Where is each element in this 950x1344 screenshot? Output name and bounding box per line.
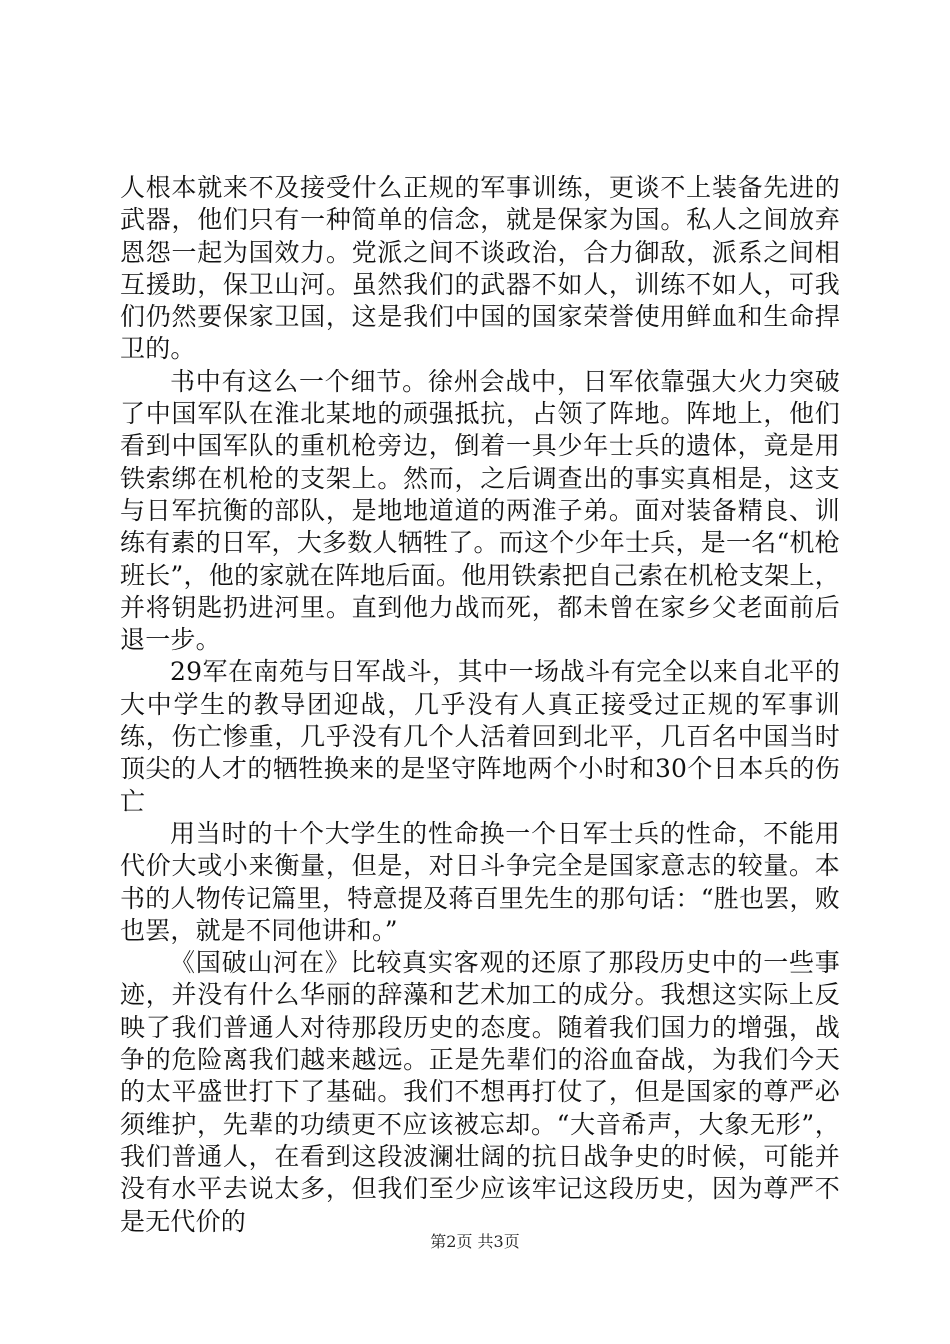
page-footer (0, 1232, 950, 1252)
paragraph-2: 书中有这么一个细节。徐州会战中，日军依靠强大火力突破了中国军队在淮北某地的顽强抵抗，占领了阵地。阵地上，他们看到中国军队的重机枪旁边，倒着一具少年士兵的遗体，竟是用铁索绑在机枪的支架上。然而，之后调查出的事实真相是，这支与日军抗衡的部队，是地地道道的两淮子弟。面对装备精良、训练有素的日军，大多数人牺牲了。而这个少年士兵，是一名“机枪班长”，他的家就在阵地后面。他用铁索把自己索在机枪支架上，并将钥匙扔进河里。直到他力战而死，都未曾在家乡父老面前后退一步。 (120, 366, 840, 655)
page-number-label: 第2页 共3页 (430, 1232, 520, 1251)
paragraph-1: 人根本就来不及接受什么正规的军事训练，更谈不上装备先进的武器，他们只有一种简单的信念，就是保家为国。私人之间放弃恩怨一起为国效力。党派之间不谈政治，合力御敌，派系之间相互援助，保卫山河。虽然我们的武器不如人，训练不如人，可我们仍然要保家卫国，这是我们中国的国家荣誉使用鲜血和生命捍卫的。 (120, 173, 840, 364)
paragraph-5: 《国破山河在》比较真实客观的还原了那段历史中的一些事迹，并没有什么华丽的辞藻和艺术加工的成分。我想这实际上反映了我们普通人对待那段历史的态度。随着我们国力的增强，战争的危险离我们越来越远。正是先辈们的浴血奋战，为我们今天的太平盛世打下了基础。我们不想再打仗了，但是国家的尊严必须维护，先辈的功绩更不应该被忘却。“大音希声，大象无形”，我们普通人，在看到这段波澜壮阔的抗日战争史的时候，可能并没有水平去说太多，但我们至少应该牢记这段历史，因为尊严不是无代价的 (120, 948, 840, 1236)
document-body (120, 172, 840, 1238)
paragraph-3: 29军在南苑与日军战斗，其中一场战斗有完全以来自北平的大中学生的教导团迎战，几乎没有人真正接受过正规的军事训练，伤亡惨重，几乎没有几个人活着回到北平，几百名中国当时顶尖的人才的牺牲换来的是坚守阵地两个小时和30个日本兵的伤亡 (120, 657, 840, 816)
paragraph-4: 用当时的十个大学生的性命换一个日军士兵的性命，不能用代价大或小来衡量，但是，对日斗争完全是国家意志的较量。本书的人物传记篇里，特意提及蒋百里先生的那句话：“胜也罢，败也罢，就是不同他讲和。” (120, 818, 840, 945)
